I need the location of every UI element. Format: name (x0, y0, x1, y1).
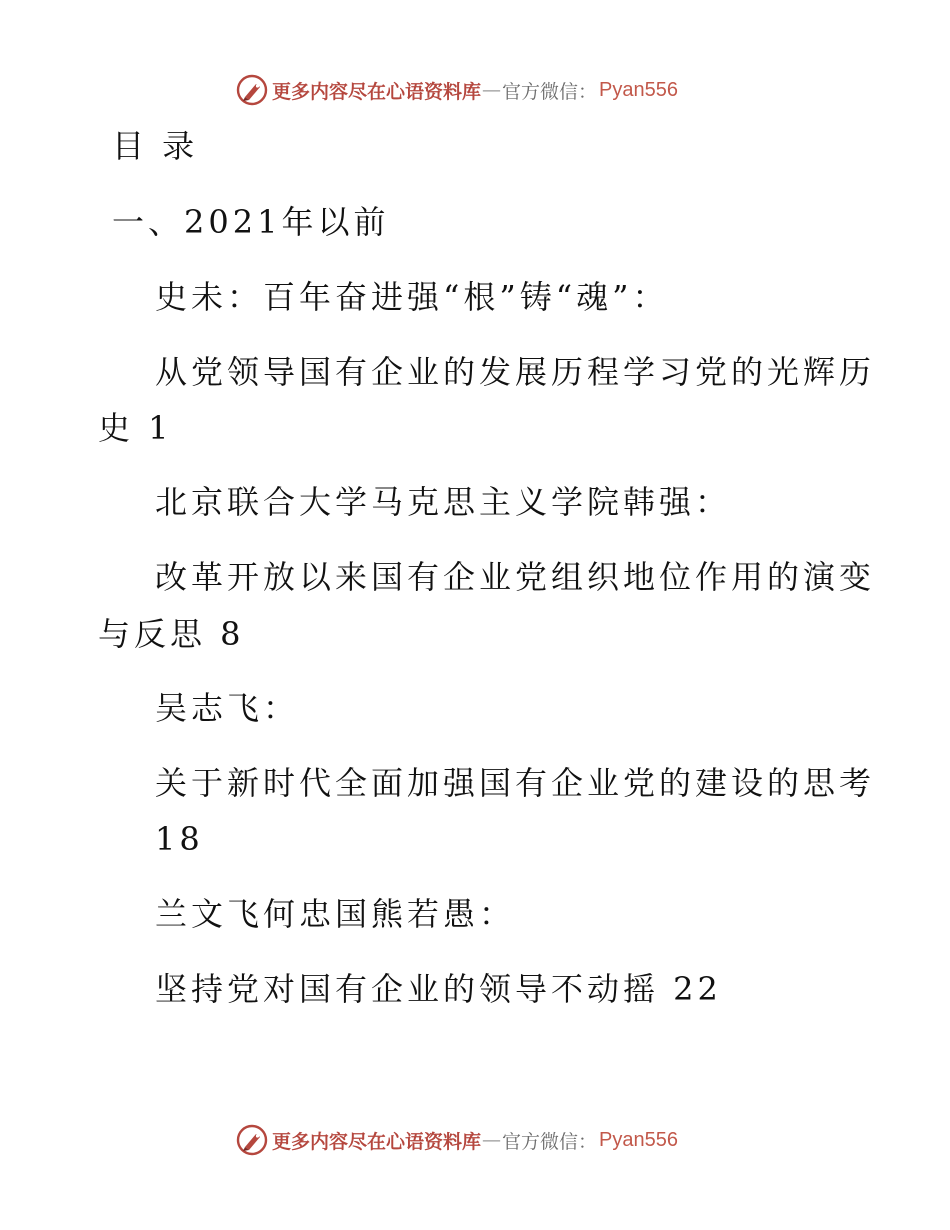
banner-official-label: 官方微信： (502, 1130, 598, 1153)
banner-text: 更多内容尽在心语资料库 (272, 1130, 482, 1153)
banner-account-id: Pyan556 (599, 78, 678, 101)
toc-entry-1-title-cont[interactable]: 史 1 (98, 409, 173, 447)
pen-logo-icon (236, 74, 268, 106)
banner-account-id: Pyan556 (599, 1128, 678, 1151)
footer-banner (0, 1120, 950, 1160)
toc-entry-1-author: 史未：百年奋进强“根”铸“魂”： (155, 278, 669, 316)
toc-entry-3-author: 吴志飞： (155, 689, 300, 727)
toc-entry-1-title[interactable]: 从党领导国有企业的发展历程学习党的光辉历 (155, 353, 876, 391)
toc-entry-2-title-cont[interactable]: 与反思 8 (98, 615, 245, 653)
toc-title: 目 录 (112, 127, 199, 165)
banner-dash: — (482, 79, 502, 101)
header-banner (0, 70, 950, 110)
toc-entry-3-title-cont[interactable]: 18 (155, 820, 204, 858)
banner-official-label: 官方微信： (502, 80, 598, 103)
toc-entry-2-title[interactable]: 改革开放以来国有企业党组织地位作用的演变 (155, 558, 876, 596)
banner-dash: — (482, 1129, 502, 1151)
toc-entry-2-author: 北京联合大学马克思主义学院韩强： (155, 483, 732, 521)
toc-entry-3-title[interactable]: 关于新时代全面加强国有企业党的建设的思考 (155, 764, 876, 802)
banner-text: 更多内容尽在心语资料库 (272, 80, 482, 103)
toc-entry-4-author: 兰文飞何忠国熊若愚： (155, 895, 516, 933)
pen-logo-icon (236, 1124, 268, 1156)
toc-entry-4-title[interactable]: 坚持党对国有企业的领导不动摇 22 (155, 970, 722, 1008)
toc-section-heading: 一、2021年以前 (112, 203, 390, 241)
